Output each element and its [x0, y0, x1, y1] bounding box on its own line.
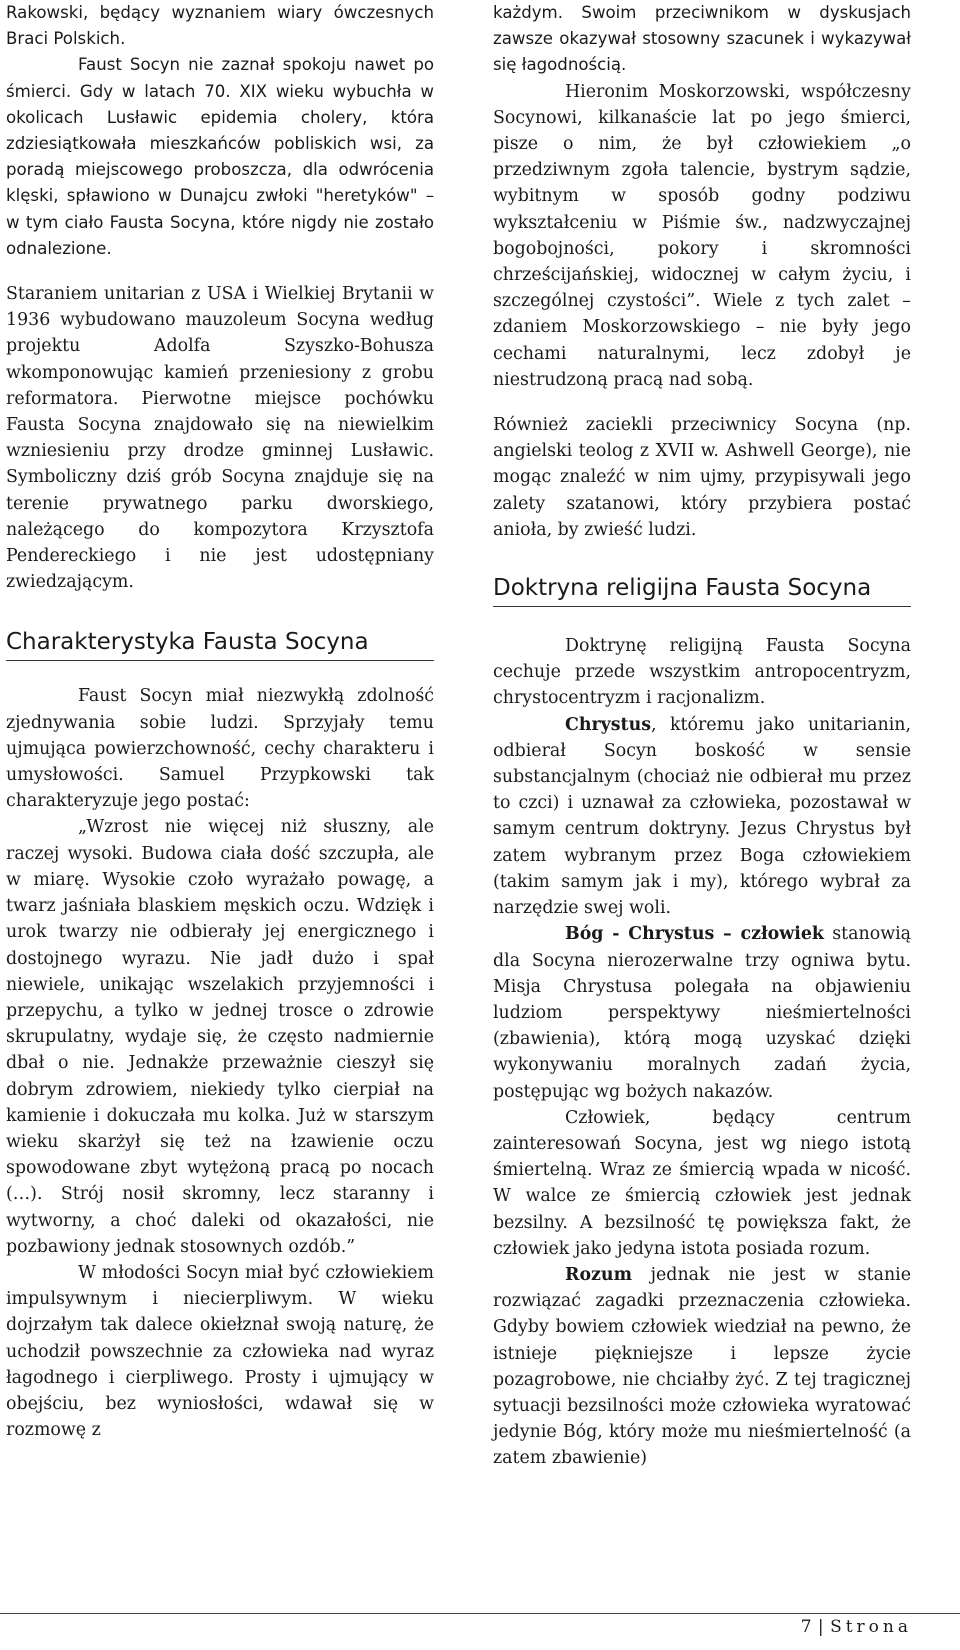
section-heading: Doktryna religijna Fausta Socyna — [493, 573, 911, 607]
paragraph: Również zaciekli przeciwnicy Socyna (np. angielski teolog z XVII w. Ashwell George), nie mogąc znaleźć w nim ujmy, przypisywali jego zalety szatanowi, który przybiera postać anioła, by zwieść ludzi. — [493, 415, 911, 540]
paragraph: Staraniem unitarian z USA i Wielkiej Brytanii w 1936 wybudowano mauzoleum Socyna według projektu Adolfa Szyszko-Bohusza wkomponowując kamień przeniesiony z grobu reformatora. Pierwotne miejsce pochówku Fausta Socyna znajdowało się na niewielkim wzniesieniu przy drodze gminnej Lusławic. Symboliczny dziś grób Socyna znajduje się na terenie prywatnego parku dworskiego, należącego do kompozytora Krzysztofa Pendereckiego i nie jest udostępniany zwiedzającym. — [6, 284, 434, 593]
paragraph: Faust Socyn miał niezwykłą zdolność zjednywania sobie ludzi. Sprzyjały temu ujmująca powierzchowność, cechy charakteru i umysłowości. Samuel Przypkowski tak charakteryzuje jego postać: — [6, 686, 434, 812]
paragraph: Człowiek, będący centrum zainteresowań Socyna, jest wg niego istotą śmiertelną. Wraz ze śmiercią wpada w nicość. W walce ze śmiercią człowiek jest jednak bezsilny. A bezsilność tę powiększa fakt, że człowiek jako jedyna istota posiada rozum. — [493, 1107, 911, 1259]
left-column — [6, 0, 434, 1443]
paragraph: W młodości Socyn miał być człowiekiem impulsywnym i niecierpliwym. W wieku dojrzałym tak dalece okiełznał swoją naturę, że uchodził powszechnie za człowieka nad wyraz łagodnego i cierpliwego. Prosty i ujmujący w obejściu, bez wyniosłości, wdawał się w rozmowę z — [6, 1262, 434, 1441]
paragraph — [493, 1262, 911, 1472]
paragraph-text: , któremu jako unitarianin, odbierał Socyn boskość w sensie substancjalnym (chociaż nie odbierał mu przez to czci) i uznawał za człowieka, pozostawał w samym centrum doktryny. Jezus Chrystus był zatem wybranym przez Boga człowiekiem (takim samym jak i my), którego wybrał za narzędzie swej woli. — [493, 714, 911, 919]
page-label: Strona — [830, 1617, 912, 1637]
bold-term: Rozum — [565, 1264, 632, 1285]
bold-term: Bóg - Chrystus – człowiek — [565, 924, 824, 945]
paragraph: Faust Socyn nie zaznał spokoju nawet po śmierci. Gdy w latach 70. XIX wieku wybuchła w okolicach Lusławic epidemia cholery, która zdziesiątkowała mieszkańców pobliskich wsi, za poradą miejscowego proboszcza, dla odwrócenia klęski, spławiono w Dunajcu zwłoki "heretyków" – w tym ciało Fausta Socyna, które nigdy nie zostało odnalezione. — [6, 55, 434, 258]
paragraph — [493, 712, 911, 922]
paragraph: każdym. Swoim przeciwnikom w dyskusjach zawsze okazywał stosowny szacunek i wykazywał się łagodnością. — [493, 3, 911, 75]
page-footer — [801, 1617, 912, 1637]
paragraph-text: jednak nie jest w stanie rozwiązać zagadki przeznaczenia człowieka. Gdyby bowiem człowiek wiedział na pewno, że istnieje piękniejsze i lepsze życie pozagrobowe, nie chciałby żyć. Z tej tragicznej sytuacji bezsilności może człowieka wyratować jedynie Bóg, który może mu nieśmiertelność (a zatem zbawienie) — [493, 1264, 911, 1469]
bold-term: Chrystus — [565, 714, 652, 735]
paragraph-text: stanowią dla Socyna nierozerwalne trzy ogniwa bytu. Misja Chrystusa polegała na objawieniu ludziom perspektywy nieśmiertelności (zbawienia), którą mogą uzyskać dzięki wykonywaniu moralnych zadań życia, postępując wg bożych nakazów. — [493, 924, 912, 1102]
section-heading: Charakterystyka Fausta Socyna — [6, 627, 434, 661]
paragraph: Rakowski, będący wyznaniem wiary ówczesnych Braci Polskich. — [6, 3, 434, 49]
paragraph: Hieronim Moskorzowski, współczesny Socynowi, kilkanaście lat po jego śmierci, pisze o nim, że był człowiekiem „o przedziwnym zgoła talencie, bystrym sądzie, wybitnym w sposób godny podziwu wykształceniu w Piśmie św., nadzwyczajnej bogobojności, pokory i skromności chrześcijańskiej, widocznej w całym życiu, i szczególnej czystości”. Wiele z tych zalet – zdaniem Moskorzowskiego – nie były jego cechami naturalnymi, lecz zdobył je niestrudzoną pracą nad sobą. — [493, 81, 911, 390]
right-column — [493, 0, 911, 1472]
paragraph: Doktrynę religijną Fausta Socyna cechuje przede wszystkim antropocentryzm, chrystocentryzm i racjonalizm. — [493, 636, 911, 709]
quote-paragraph: „Wzrost nie więcej niż słuszny, ale raczej wysoki. Budowa ciała dość szczupła, ale w miarę. Wysokie czoło wyrażało powagę, a twarz jaśniała blaskiem męskich oczu. Wdzięk i urok twarzy nie odbierały jej energicznego i dostojnego wyrazu. Nie jadł dużo i spał niewiele, unikając wszelakich przyjemności i przepychu, a tylko w jednej trosce o zdrowie skrupulatny, wydaje się, że często nadmiernie dbał o nie. Jednakże przeważnie cieszył się dobrym zdrowiem, niekiedy tylko cierpiał na kamienie i dokuczała mu kolka. Już w starszym wieku skarżył się też na łzawienie oczu spowodowane zbyt wytężoną pracą po nocach (…). Strój nosił skromny, lecz staranny i wytworny, a choć daleki od okazałości, nie pozbawiony jednak stosownych ozdób.” — [6, 817, 434, 1257]
page-number: 7 — [800, 1617, 813, 1637]
paragraph — [493, 921, 911, 1104]
footer-separator: | — [817, 1617, 825, 1637]
footer-divider — [0, 1613, 960, 1614]
